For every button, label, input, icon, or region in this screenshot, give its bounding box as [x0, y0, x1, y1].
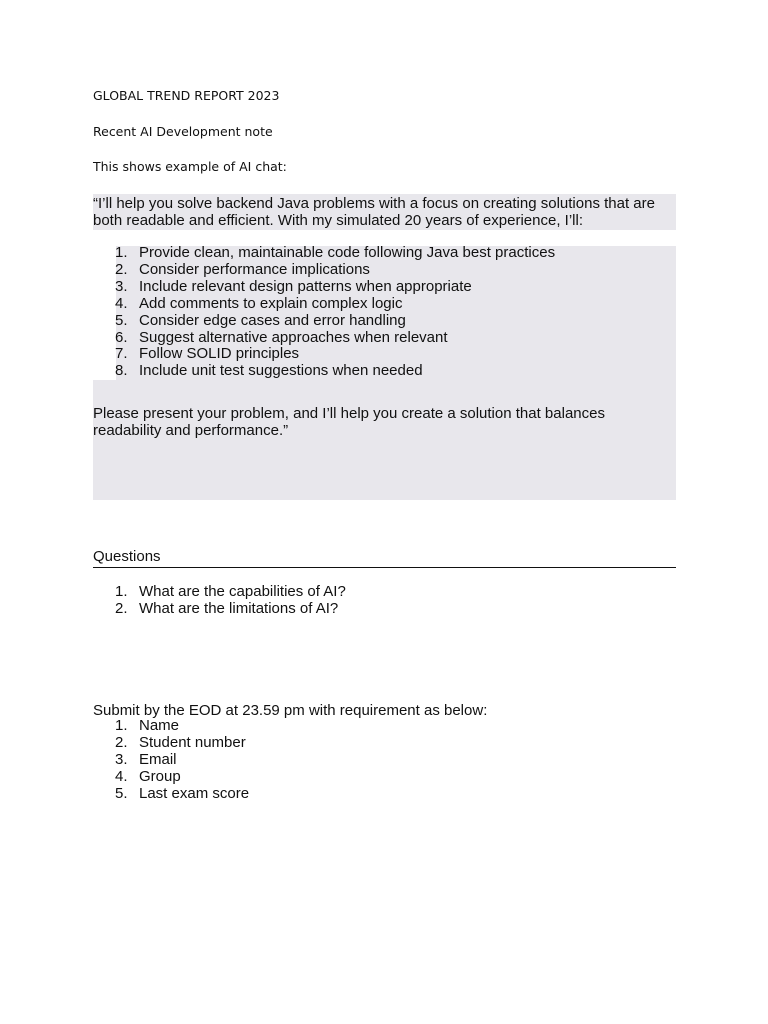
list-item: [93, 601, 346, 618]
submission-requirements-list: [93, 718, 249, 803]
quote-opening-paragraph: “I’ll help you solve backend Java problems with a focus on creating solutions that are both readable and efficient. With my simulated 20 years of experience, I’ll:: [93, 195, 655, 229]
list-item-text: Include unit test suggestions when needed: [139, 362, 423, 380]
list-item: [93, 769, 249, 786]
list-number: 3.: [115, 277, 128, 295]
report-intro: This shows example of AI chat:: [93, 159, 287, 174]
report-title: GLOBAL TREND REPORT 2023: [93, 88, 280, 103]
list-item-text: Add comments to explain complex logic: [139, 294, 403, 312]
report-subtitle: Recent AI Development note: [93, 124, 273, 139]
list-number: 1.: [115, 717, 128, 734]
list-item: [93, 735, 249, 752]
list-item-text: Consider edge cases and error handling: [139, 311, 406, 329]
list-item: [93, 279, 555, 296]
list-item: [93, 363, 555, 380]
list-item: [93, 718, 249, 735]
list-item-text: Group: [139, 767, 181, 785]
quote-closing-paragraph: Please present your problem, and I’ll help you create a solution that balances readability and performance.”: [93, 405, 605, 439]
list-item: [93, 752, 249, 769]
list-number: 8.: [115, 362, 128, 380]
ai-chat-quote: [93, 194, 676, 500]
list-item: [93, 262, 555, 279]
questions-heading: Questions: [93, 548, 676, 568]
list-number: 1.: [115, 583, 128, 600]
list-number: 6.: [115, 328, 128, 346]
list-number: 1.: [115, 244, 128, 261]
list-item: [93, 786, 249, 803]
list-number: 5.: [115, 311, 128, 329]
list-item-text: Name: [139, 717, 180, 734]
list-item-text: Suggest alternative approaches when relevant: [139, 328, 448, 346]
questions-list: [93, 584, 346, 618]
list-item: [93, 330, 555, 347]
list-item: [93, 245, 555, 262]
list-item-text: Last exam score: [139, 784, 250, 802]
list-item: [93, 296, 555, 313]
list-item-text: What are the capabilities of AI?: [139, 583, 346, 600]
list-item: [93, 313, 555, 330]
list-number: 4.: [115, 294, 128, 312]
list-item-text: Consider performance implications: [139, 260, 370, 278]
quote-capability-list: [93, 245, 555, 380]
list-item-text: What are the limitations of AI?: [139, 599, 339, 617]
quote-shading: [93, 380, 676, 396]
list-number: 5.: [115, 784, 128, 802]
list-number: 7.: [115, 345, 128, 363]
list-item-text: Follow SOLID principles: [139, 345, 300, 363]
list-item-text: Include relevant design patterns when appropriate: [139, 277, 472, 295]
list-number: 2.: [115, 599, 128, 617]
submission-instruction: Submit by the EOD at 23.59 pm with requirement as below:: [93, 702, 488, 719]
list-number: 2.: [115, 260, 128, 278]
list-item-text: Email: [139, 750, 177, 768]
list-item: [93, 346, 555, 363]
list-number: 2.: [115, 733, 128, 751]
list-item: [93, 584, 346, 601]
list-number: 3.: [115, 750, 128, 768]
list-item-text: Student number: [139, 733, 246, 751]
list-item-text: Provide clean, maintainable code following Java best practices: [139, 244, 556, 261]
list-number: 4.: [115, 767, 128, 785]
